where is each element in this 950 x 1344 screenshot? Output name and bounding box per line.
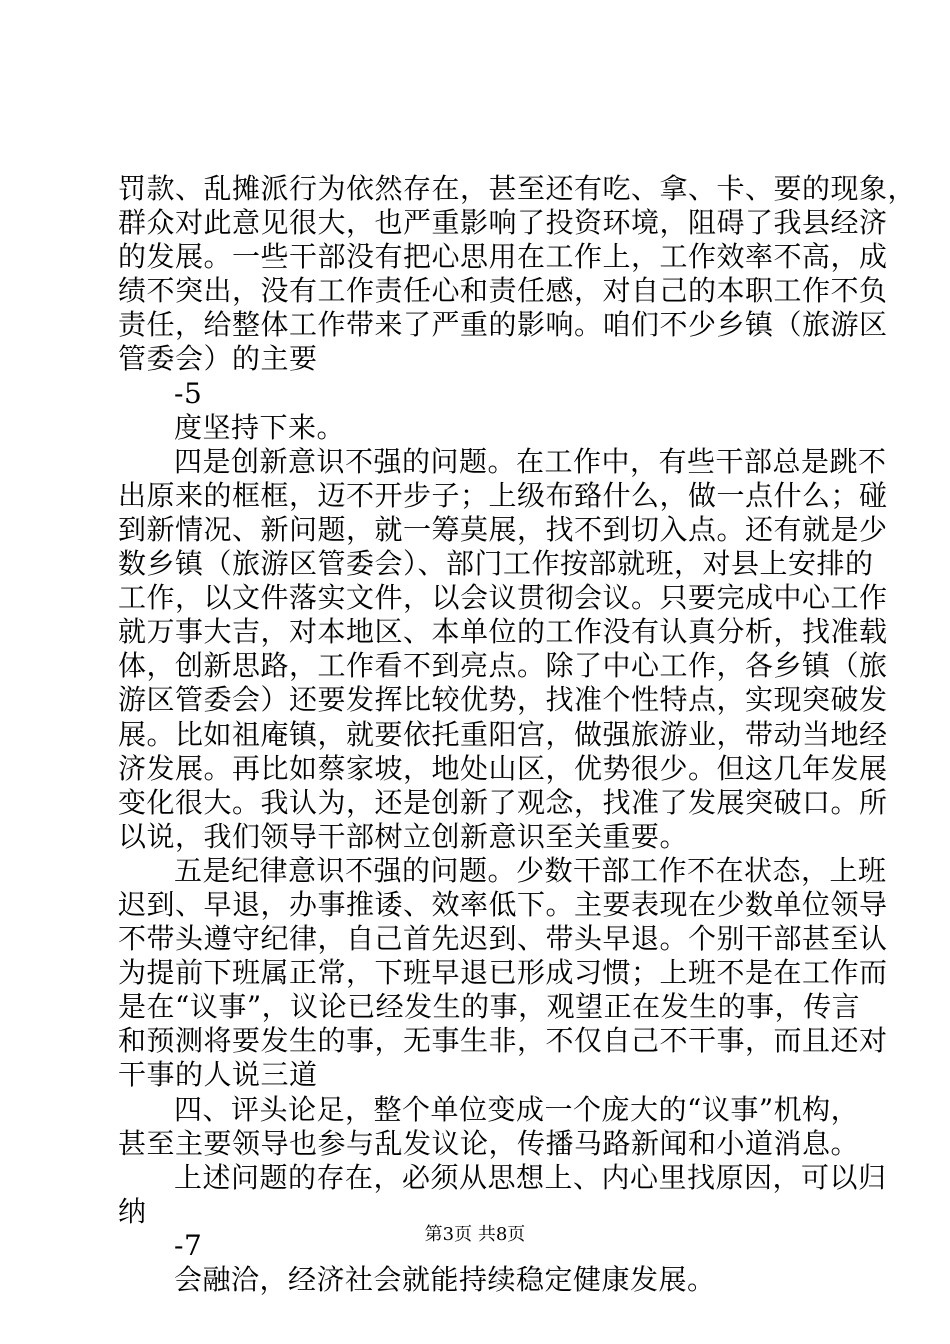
text-line: 绩不突出，没有工作责任心和责任感，对自己的本职工作不负: [118, 274, 888, 308]
paragraph-start: 四、评头论足，整个单位变成一个庞大的“议事”机构，: [174, 1092, 860, 1126]
text-line: 为提前下班属正常，下班早退已形成习惯；上班不是在工作而: [118, 956, 888, 990]
paragraph-start: 五是纪律意识不强的问题。少数干部工作不在状态，上班: [174, 853, 887, 887]
page-marker: -5: [174, 376, 203, 410]
paragraph-start: 上述问题的存在，必须从思想上、内心里找原因，可以归: [174, 1160, 887, 1194]
text-line: 甚至主要领导也参与乱发议论，传播马路新闻和小道消息。: [118, 1126, 860, 1160]
text-line: 变化很大。我认为，还是创新了观念，找准了发展突破口。所: [118, 785, 888, 819]
text-line: 干事的人说三道: [118, 1058, 318, 1092]
text-line: 纳: [118, 1194, 147, 1228]
body-text: [118, 172, 917, 1297]
text-line: 到新情况、新问题，就一筹莫展，找不到切入点。还有就是少: [118, 512, 888, 546]
text-line: 数乡镇（旅游区管委会）、部门工作按部就班，对县上安排的: [118, 547, 874, 581]
text-line: 度坚持下来。: [174, 410, 346, 444]
text-line: 管委会）的主要: [118, 342, 318, 376]
text-line: 以说，我们领导干部树立创新意识至关重要。: [118, 819, 689, 853]
text-line: 的发展。一些干部没有把心思用在工作上，工作效率不高，成: [118, 240, 888, 274]
text-line: 工作，以文件落实文件，以会议贯彻会议。只要完成中心工作: [118, 581, 888, 615]
text-line: 群众对此意见很大，也严重影响了投资环境，阻碍了我县经济: [118, 206, 888, 240]
text-line: 济发展。再比如蔡家坡，地处山区，优势很少。但这几年发展: [118, 751, 888, 785]
text-line: 就万事大吉，对本地区、本单位的工作没有认真分析，找准载: [118, 615, 888, 649]
text-line: 责任，给整体工作带来了严重的影响。咱们不少乡镇（旅游区: [118, 308, 888, 342]
page-marker: -7: [174, 1228, 203, 1262]
text-line: 罚款、乱摊派行为依然存在，甚至还有吃、拿、卡、要的现象，: [118, 172, 917, 205]
text-line: 和预测将要发生的事，无事生非，不仅自己不干事，而且还对: [118, 1024, 888, 1058]
text-line: 出原来的框框，迈不开步子；上级布臵什么，做一点什么；碰: [118, 478, 888, 512]
text-line: 体，创新思路，工作看不到亮点。除了中心工作，各乡镇（旅: [118, 649, 888, 683]
text-line: 迟到、早退，办事推诿、效率低下。主要表现在少数单位领导: [118, 887, 888, 921]
text-line: 游区管委会）还要发挥比较优势，找准个性特点，实现突破发: [118, 683, 888, 717]
paragraph-start: 四是创新意识不强的问题。在工作中，有些干部总是跳不: [174, 444, 887, 478]
text-line: 是在“议事”，议论已经发生的事，观望正在发生的事，传言: [118, 990, 861, 1024]
page-footer: 第3页 共8页: [424, 1224, 526, 1245]
text-line: 不带头遵守纪律，自己首先迟到、带头早退。个别干部甚至认: [118, 922, 888, 956]
text-line: 展。比如祖庵镇，就要依托重阳宫，做强旅游业，带动当地经: [118, 717, 888, 751]
text-line: 会融洽，经济社会就能持续稳定健康发展。: [174, 1263, 716, 1296]
